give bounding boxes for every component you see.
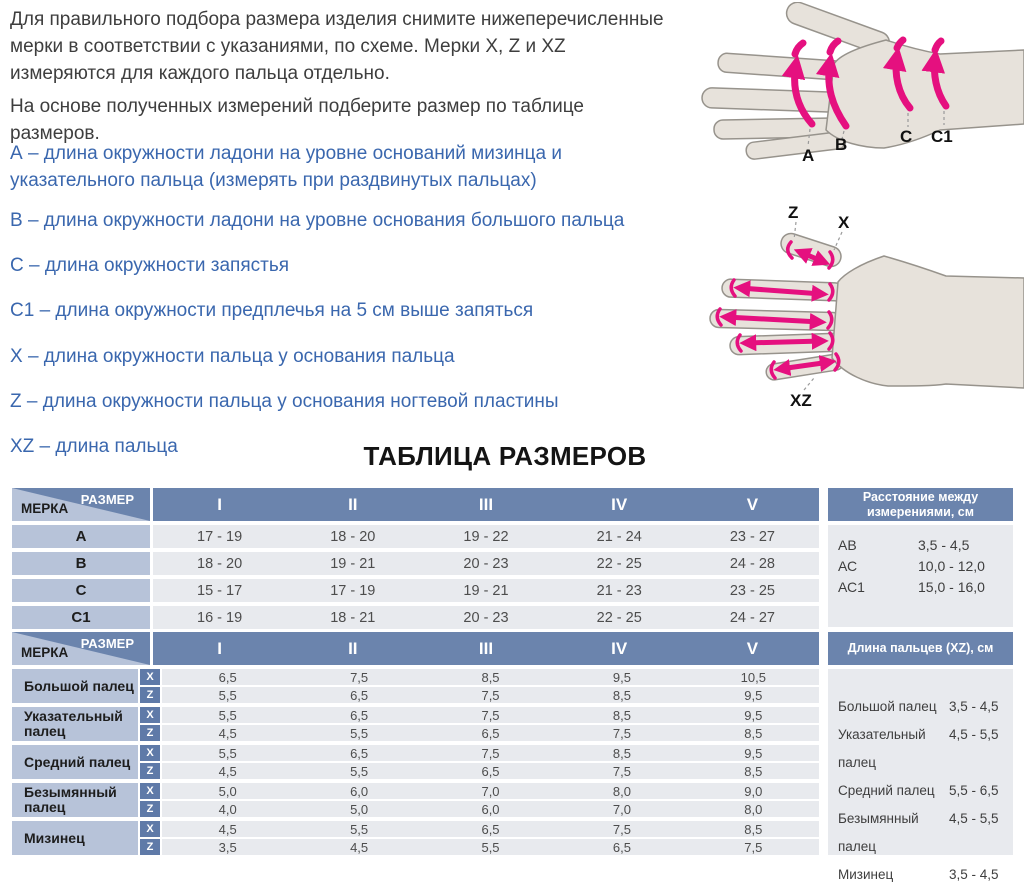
panel-row-label: Средний палец — [838, 783, 935, 798]
value-cell: 7,5 — [481, 707, 500, 723]
value-cell: 7,0 — [481, 783, 500, 799]
value-cell: 22 - 25 — [596, 609, 642, 626]
middle-finger-shape — [702, 88, 843, 113]
hand-diagram-fingers — [688, 190, 1024, 423]
measure-label-b: B — [835, 135, 848, 154]
measure-subrow — [140, 801, 819, 817]
value-cell: 6,5 — [481, 725, 500, 741]
size-table-2-body — [12, 669, 819, 855]
intro-paragraph-1: Для правильного подбора размера изделия снимите нижеперечисленные мерки в соответствии с указаниями, по схеме. Мерки X, Z и XZ измеряются для каждого пальца отдельно. — [10, 9, 664, 84]
value-cell: 24 - 28 — [729, 555, 775, 572]
value-cell: 9,5 — [744, 745, 763, 761]
measure-subrow — [140, 707, 819, 723]
row-values — [162, 783, 819, 799]
panel-row — [838, 805, 1003, 861]
column-header: III — [478, 494, 494, 514]
value-cell: 6,5 — [218, 669, 237, 685]
finger-group — [12, 821, 819, 855]
panel-row-label: Указательный палец — [838, 727, 926, 770]
finger-subrows — [140, 669, 819, 703]
panel-row — [838, 535, 1003, 556]
size-table-title: ТАБЛИЦА РАЗМЕРОВ — [363, 441, 647, 471]
value-cell: 7,5 — [481, 745, 500, 761]
finger-label: Средний палец — [12, 745, 138, 779]
value-cell: 5,5 — [218, 687, 237, 703]
value-cell: 16 - 19 — [197, 609, 243, 626]
measure-badge: X — [140, 821, 160, 837]
value-cell: 6,5 — [481, 821, 500, 837]
definition-c1: С1 – длина окружности предплечья на 5 см выше запяться — [10, 300, 534, 321]
measure-badge: Z — [140, 801, 160, 817]
value-cell: 5,5 — [350, 821, 369, 837]
measure-badge: Z — [140, 763, 160, 779]
row-label: В — [12, 552, 150, 575]
value-cell: 4,5 — [218, 763, 237, 779]
value-cell: 3,5 — [218, 839, 237, 855]
value-cell: 5,5 — [350, 763, 369, 779]
panel-row-value: 4,5 - 5,5 — [949, 811, 999, 826]
row-values — [162, 687, 819, 703]
panel-row-value: 3,5 - 4,5 — [918, 537, 970, 553]
measure-label-c: C — [900, 127, 913, 146]
value-cell: 6,0 — [350, 783, 369, 799]
value-cell: 8,0 — [612, 783, 631, 799]
row-values — [153, 579, 819, 602]
value-cell: 5,5 — [218, 707, 237, 723]
size-table-2 — [12, 632, 819, 859]
value-cell: 17 - 19 — [330, 582, 376, 599]
value-cell: 4,5 — [350, 839, 369, 855]
value-cell: 7,5 — [612, 821, 631, 837]
value-cell: 18 - 20 — [197, 555, 243, 572]
panel-row-value: 10,0 - 12,0 — [918, 558, 985, 574]
band-a-top — [795, 43, 803, 54]
definition-a: А – длина окружности ладони на уровне оснований мизинца и указательного пальца (измерять при раздвинутых пальцах) — [10, 143, 563, 191]
row-values — [162, 725, 819, 741]
row-values — [162, 763, 819, 779]
value-cell: 5,5 — [481, 839, 500, 855]
value-cell: 6,0 — [481, 801, 500, 817]
finger-label: Мизинец — [12, 821, 138, 855]
finger-subrows — [140, 821, 819, 855]
value-cell: 18 - 20 — [330, 528, 376, 545]
finger-length-panel — [828, 632, 1013, 882]
corner-cell — [12, 488, 150, 521]
value-cell: 9,5 — [612, 669, 631, 685]
finger-length-panel-body — [828, 669, 1013, 882]
column-header: III — [478, 638, 494, 658]
value-cell: 20 - 23 — [463, 609, 509, 626]
value-cell: 23 - 25 — [729, 582, 775, 599]
value-cell: 8,5 — [612, 687, 631, 703]
measure-badge: X — [140, 669, 160, 685]
leader-xz — [804, 378, 814, 390]
value-cell: 8,5 — [744, 725, 763, 741]
palm-forearm-shape — [826, 40, 1024, 148]
column-header: V — [746, 494, 759, 514]
panel-row-label: Безымянный палец — [838, 811, 919, 854]
measure-badge: Z — [140, 725, 160, 741]
value-cell: 7,5 — [350, 669, 369, 685]
value-cell: 5,0 — [350, 801, 369, 817]
value-cell: 7,5 — [612, 763, 631, 779]
finger-subrows — [140, 745, 819, 779]
definition-z: Z – длина окружности пальца у основания ногтевой пластины — [10, 391, 559, 412]
measure-subrow — [140, 687, 819, 703]
column-header: IV — [611, 638, 628, 658]
measure-subrow — [140, 763, 819, 779]
value-cell: 4,0 — [218, 801, 237, 817]
column-header: II — [348, 638, 358, 658]
measure-label-z: Z — [788, 203, 799, 222]
panel-row-label: Большой палец — [838, 699, 937, 714]
size-table-1 — [12, 488, 819, 633]
measure-subrow — [140, 725, 819, 741]
finger-label: Безымянный палец — [12, 783, 138, 817]
arrow-ring-length — [746, 341, 822, 343]
distance-panel — [828, 488, 1013, 627]
value-cell: 6,5 — [481, 763, 500, 779]
definition-b: В – длина окружности ладони на уровне основания большого пальца — [10, 210, 625, 231]
row-label: С1 — [12, 606, 150, 629]
measure-subrow — [140, 669, 819, 685]
value-cell: 20 - 23 — [463, 555, 509, 572]
band-b-top — [830, 41, 838, 52]
finger-label: Большой палец — [12, 669, 138, 703]
definition-xz: XZ – длина пальца — [10, 436, 178, 457]
table-row — [12, 606, 819, 629]
row-values — [162, 669, 819, 685]
row-values — [153, 606, 819, 629]
value-cell: 8,5 — [612, 707, 631, 723]
column-header: V — [746, 638, 759, 658]
value-cell: 24 - 27 — [729, 609, 775, 626]
value-cell: 5,5 — [350, 725, 369, 741]
value-cell: 9,5 — [744, 707, 763, 723]
panel-row-value: 4,5 - 5,5 — [949, 727, 999, 742]
value-cell: 6,5 — [612, 839, 631, 855]
measure-badge: Z — [140, 687, 160, 703]
value-cell: 22 - 25 — [596, 555, 642, 572]
value-cell: 7,5 — [744, 839, 763, 855]
band-c1-top — [935, 41, 941, 50]
size-columns — [153, 488, 819, 521]
row-values — [162, 707, 819, 723]
panel-row-label: Мизинец — [838, 867, 894, 882]
value-cell: 18 - 21 — [330, 609, 376, 626]
value-cell: 8,0 — [744, 801, 763, 817]
hand-fingers-illustration — [688, 190, 1024, 418]
column-header: IV — [611, 494, 628, 514]
distance-panel-title: Расстояние между измерениями, см — [828, 488, 1013, 521]
value-cell: 8,5 — [744, 821, 763, 837]
value-cell: 5,5 — [218, 745, 237, 761]
column-header: I — [217, 494, 222, 514]
value-cell: 21 - 23 — [596, 582, 642, 599]
finger-group — [12, 745, 819, 779]
panel-row-label: АС1 — [838, 579, 865, 595]
distance-panel-body — [828, 525, 1013, 627]
panel-row-label: АВ — [838, 537, 857, 553]
measure-label-c1: C1 — [931, 127, 953, 146]
panel-row — [838, 693, 1003, 721]
table-row — [12, 552, 819, 575]
value-cell: 15 - 17 — [197, 582, 243, 599]
table-row — [12, 579, 819, 602]
value-cell: 6,5 — [350, 687, 369, 703]
row-values — [162, 801, 819, 817]
row-values — [153, 552, 819, 575]
measure-subrow — [140, 821, 819, 837]
intro-paragraph-2: На основе полученных измерений подберите размер по таблице размеров. — [10, 96, 584, 144]
value-cell: 19 - 22 — [463, 528, 509, 545]
panel-row-value: 15,0 - 16,0 — [918, 579, 985, 595]
value-cell: 4,5 — [218, 725, 237, 741]
panel-row — [838, 577, 1003, 598]
corner-label-merka: МЕРКА — [21, 501, 69, 516]
measure-label-xz: XZ — [790, 391, 812, 410]
panel-row-value: 5,5 - 6,5 — [949, 783, 999, 798]
value-cell: 19 - 21 — [463, 582, 509, 599]
panel-row — [838, 721, 1003, 777]
value-cell: 7,0 — [612, 801, 631, 817]
hand-palm-wrist-illustration — [688, 2, 1024, 170]
measure-badge: X — [140, 783, 160, 799]
value-cell: 7,5 — [481, 687, 500, 703]
finger-group — [12, 783, 819, 817]
row-values — [162, 745, 819, 761]
palm-forearm-shape — [832, 256, 1024, 388]
measure-label-a: A — [802, 146, 815, 165]
column-header: I — [217, 638, 222, 658]
panel-row — [838, 861, 1003, 889]
value-cell: 8,5 — [744, 763, 763, 779]
value-cell: 19 - 21 — [330, 555, 376, 572]
value-cell: 9,5 — [744, 687, 763, 703]
definition-c: С – длина окружности запястья — [10, 255, 290, 276]
measure-subrow — [140, 745, 819, 761]
measure-badge: Z — [140, 839, 160, 855]
size-table-1-header — [12, 488, 819, 521]
column-header: II — [348, 494, 358, 514]
finger-length-panel-title: Длина пальцев (XZ), см — [828, 632, 1013, 665]
measure-badge: X — [140, 707, 160, 723]
value-cell: 6,5 — [350, 707, 369, 723]
panel-row-value: 3,5 - 4,5 — [949, 699, 999, 714]
panel-row — [838, 777, 1003, 805]
finger-subrows — [140, 783, 819, 817]
value-cell: 5,0 — [218, 783, 237, 799]
size-table-2-header — [12, 632, 819, 665]
measure-label-x: X — [838, 213, 850, 232]
panel-row-value: 3,5 - 4,5 — [949, 867, 999, 882]
hand-diagram-palm-wrist — [688, 2, 1024, 175]
measure-badge: X — [140, 745, 160, 761]
measure-subrow — [140, 783, 819, 799]
value-cell: 7,5 — [612, 725, 631, 741]
row-label: А — [12, 525, 150, 548]
corner-cell — [12, 632, 150, 665]
finger-subrows — [140, 707, 819, 741]
row-values — [153, 525, 819, 548]
table-row — [12, 525, 819, 548]
definition-x: X – длина окружности пальца у основания пальца — [10, 346, 455, 367]
row-label: С — [12, 579, 150, 602]
corner-label-razmer: РАЗМЕР — [80, 492, 134, 507]
finger-label: Указательный палец — [12, 707, 138, 741]
index-finger-shape — [717, 53, 843, 81]
panel-row — [838, 556, 1003, 577]
value-cell: 17 - 19 — [197, 528, 243, 545]
row-values — [162, 839, 819, 855]
value-cell: 8,5 — [481, 669, 500, 685]
finger-group — [12, 707, 819, 741]
finger-group — [12, 669, 819, 703]
value-cell: 10,5 — [740, 669, 766, 685]
panel-row-label: АС — [838, 558, 858, 574]
size-columns — [153, 632, 819, 665]
measure-subrow — [140, 839, 819, 855]
value-cell: 6,5 — [350, 745, 369, 761]
row-values — [162, 821, 819, 837]
size-table-1-body — [12, 525, 819, 629]
value-cell: 4,5 — [218, 821, 237, 837]
value-cell: 8,5 — [612, 745, 631, 761]
value-cell: 23 - 27 — [729, 528, 775, 545]
value-cell: 9,0 — [744, 783, 763, 799]
corner-label-razmer: РАЗМЕР — [80, 636, 134, 651]
value-cell: 21 - 24 — [596, 528, 642, 545]
corner-label-merka: МЕРКА — [21, 645, 69, 660]
